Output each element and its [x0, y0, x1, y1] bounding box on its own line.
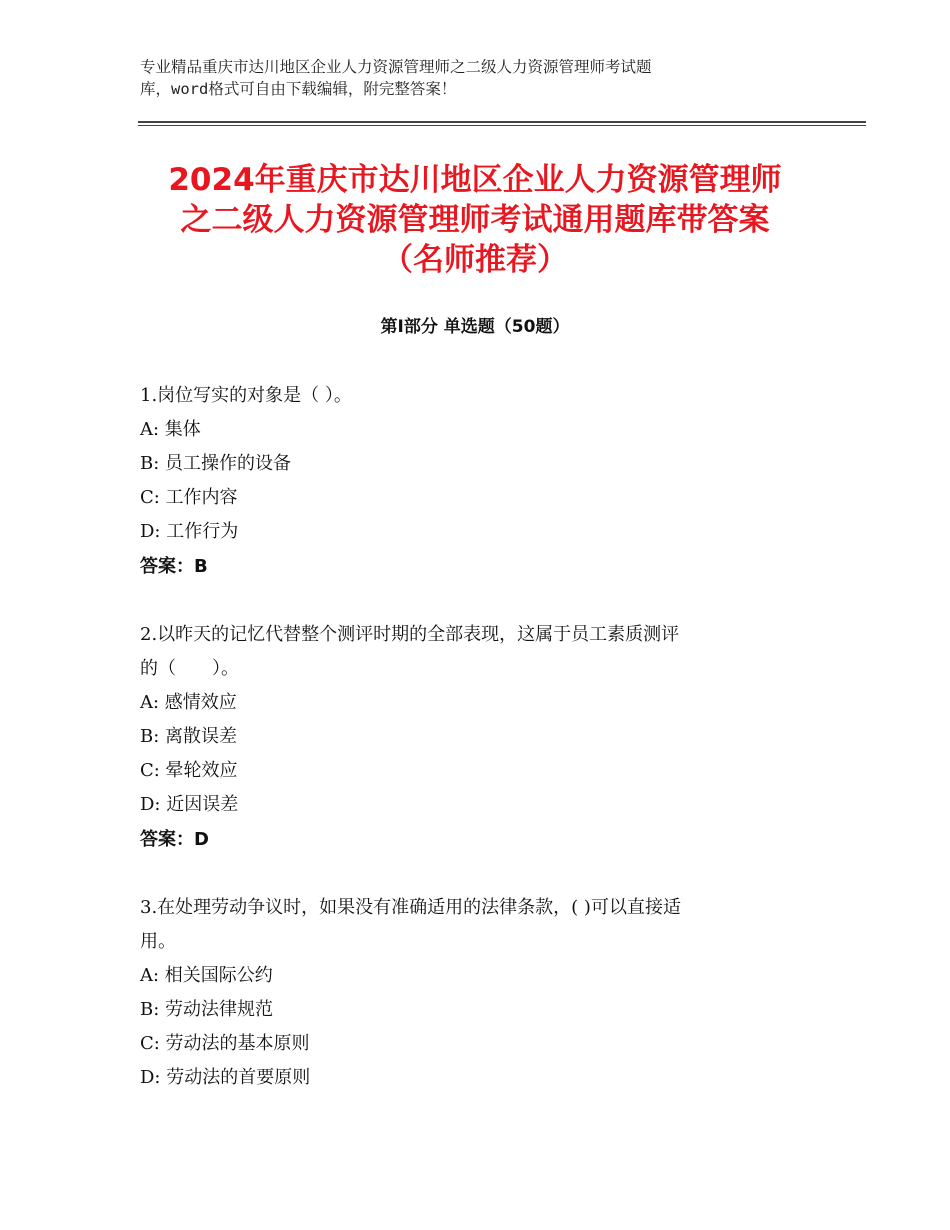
title-line-1: 2024年重庆市达川地区企业人力资源管理师	[168, 162, 782, 198]
question-1-option-d: D: 工作行为	[140, 521, 239, 542]
question-3-text-line-1: 3.在处理劳动争议时，如果没有准确适用的法律条款，( )可以直接适	[140, 897, 681, 918]
question-1-option-b: B: 员工操作的设备	[140, 453, 292, 474]
question-2-option-d: D: 近因误差	[140, 794, 239, 815]
title-line-2: 之二级人力资源管理师考试通用题库带答案	[180, 202, 770, 238]
question-1-option-c: C: 工作内容	[140, 487, 238, 508]
question-3-option-c: C: 劳动法的基本原则	[140, 1033, 310, 1054]
title-line-3: （名师推荐）	[382, 242, 568, 278]
question-2-text-line-2: 的（ ）。	[140, 658, 239, 679]
question-2-answer: 答案：D	[140, 829, 209, 850]
document-title	[120, 160, 830, 280]
question-3-text-line-2: 用。	[140, 931, 176, 952]
section-heading: 第Ⅰ部分 单选题（50题）	[380, 317, 570, 337]
header-note-line-2: 库，word格式可自由下载编辑，附完整答案！	[140, 80, 457, 98]
question-2-option-c: C: 晕轮效应	[140, 760, 238, 781]
question-2-text-line-1: 2.以昨天的记忆代替整个测评时期的全部表现，这属于员工素质测评	[140, 624, 680, 645]
header-divider-thick	[138, 121, 866, 123]
question-1-option-a: A: 集体	[140, 419, 201, 440]
header-note-line-1: 专业精品重庆市达川地区企业人力资源管理师之二级人力资源管理师考试题	[140, 58, 652, 76]
question-1-answer: 答案：B	[140, 556, 208, 577]
question-3-option-d: D: 劳动法的首要原则	[140, 1067, 311, 1088]
question-3-option-b: B: 劳动法律规范	[140, 999, 274, 1020]
header-divider-thin	[138, 125, 866, 126]
question-2-option-b: B: 离散误差	[140, 726, 238, 747]
header-note	[140, 56, 780, 100]
question-3-option-a: A: 相关国际公约	[140, 965, 273, 986]
question-1-text: 1.岗位写实的对象是（ ）。	[140, 385, 352, 406]
question-2-option-a: A: 感情效应	[140, 692, 237, 713]
